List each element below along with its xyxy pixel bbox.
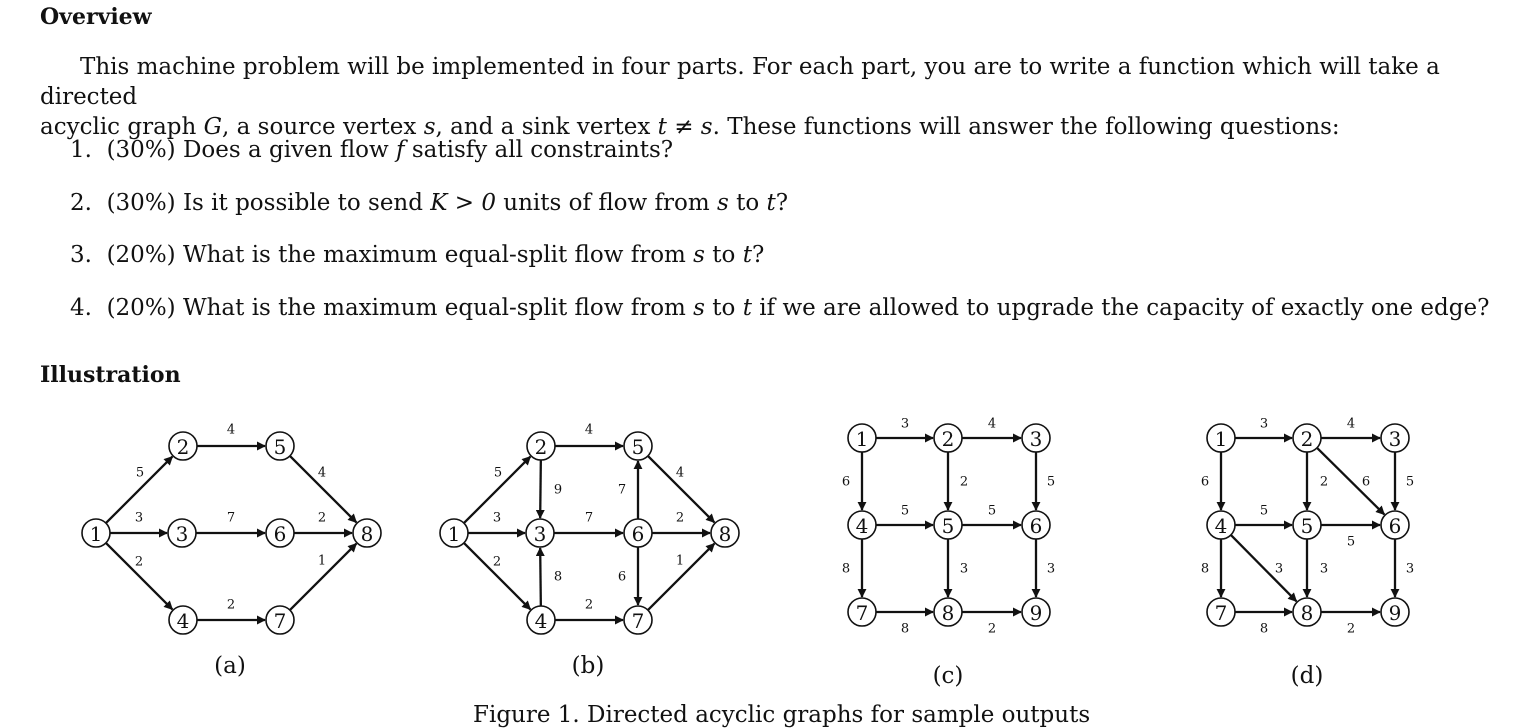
vertex-8: [711, 519, 739, 547]
edge-weight-label: 5: [1046, 474, 1056, 490]
question-item: 3. (20%) What is the maximum equal-split flow from s to t?: [70, 242, 765, 269]
edge-weight-label: 4: [226, 422, 236, 438]
vertex-9: [1381, 598, 1409, 626]
graph-a: [82, 423, 381, 680]
vertex-5: [266, 432, 294, 460]
edge-weight-label: 2: [134, 554, 144, 570]
vertex-label: 3: [533, 522, 547, 546]
vertex-label: 5: [941, 514, 955, 538]
vertex-label: 3: [175, 522, 189, 546]
edge-weight-label: 3: [1319, 561, 1329, 577]
vertex-5: [934, 511, 962, 539]
vertex-2: [934, 424, 962, 452]
subfigure-label: (d): [1290, 663, 1324, 689]
vertex-label: 7: [631, 609, 645, 633]
vertex-4: [1207, 511, 1235, 539]
edge-2-3: [540, 460, 541, 518]
vertex-7: [624, 606, 652, 634]
edge-weight-label: 1: [675, 553, 685, 569]
vertex-6: [266, 519, 294, 547]
edge-weight-label: 3: [1274, 561, 1284, 577]
edge-weight-label: 5: [135, 465, 145, 481]
edge-weight-label: 3: [1046, 561, 1056, 577]
edge-weight-label: 5: [1259, 503, 1269, 519]
edge-weight-label: 5: [493, 465, 503, 481]
vertex-label: 5: [273, 435, 287, 459]
vertex-8: [1293, 598, 1321, 626]
edge-weight-label: 8: [1200, 561, 1210, 577]
edge-weight-label: 4: [987, 416, 997, 432]
sink-condition: t ≠ s: [657, 114, 713, 140]
vertex-label: 1: [855, 427, 869, 451]
vertex-2: [1293, 424, 1321, 452]
vertex-label: 8: [360, 522, 374, 546]
vertex-1: [82, 519, 110, 547]
vertex-7: [266, 606, 294, 634]
vertex-label: 8: [1300, 601, 1314, 625]
edge-weight-label: 6: [1361, 474, 1371, 490]
vertex-3: [1022, 424, 1050, 452]
edge-weight-label: 3: [1259, 416, 1269, 432]
edge-weight-label: 4: [584, 422, 594, 438]
figure-caption: Figure 1. Directed acyclic graphs for sample outputs: [473, 702, 1091, 728]
source-symbol: s: [423, 114, 436, 140]
edge-weight-label: 5: [1405, 474, 1415, 490]
vertex-label: 6: [1388, 514, 1402, 538]
edge-weight-label: 8: [1259, 621, 1269, 637]
edge-4-3: [540, 548, 541, 606]
vertex-label: 9: [1029, 601, 1043, 625]
edge-weight-label: 2: [959, 474, 969, 490]
vertex-6: [624, 519, 652, 547]
graph-c: [842, 417, 1055, 690]
edge-weight-label: 6: [841, 474, 851, 490]
edge-4-8: [1231, 535, 1297, 601]
paragraph-line2-b: , a source vertex: [222, 114, 424, 140]
edge-weight-label: 5: [900, 503, 910, 519]
edge-weight-label: 2: [584, 597, 594, 613]
vertex-label: 1: [89, 522, 103, 546]
vertex-2: [527, 432, 555, 460]
edge-weight-label: 2: [675, 510, 685, 526]
vertex-3: [526, 519, 554, 547]
subfigure-label: (c): [932, 663, 964, 689]
edge-weight-label: 7: [584, 510, 594, 526]
edge-weight-label: 7: [617, 482, 627, 498]
vertex-label: 4: [1214, 514, 1228, 538]
vertex-label: 2: [534, 435, 548, 459]
edge-weight-label: 2: [226, 597, 236, 613]
vertex-label: 2: [941, 427, 955, 451]
vertex-label: 3: [1388, 427, 1402, 451]
edge-weight-label: 8: [841, 561, 851, 577]
vertex-label: 4: [176, 609, 190, 633]
edge-weight-label: 6: [1200, 474, 1210, 490]
edge-weight-label: 4: [1346, 416, 1356, 432]
vertex-label: 3: [1029, 427, 1043, 451]
vertex-6: [1381, 511, 1409, 539]
edge-1-4: [464, 543, 530, 609]
edge-weight-label: 6: [617, 569, 627, 585]
edge-weight-label: 2: [1346, 621, 1356, 637]
vertex-3: [168, 519, 196, 547]
edge-weight-label: 3: [900, 416, 910, 432]
vertex-1: [1207, 424, 1235, 452]
paragraph-line2-c: , and a sink vertex: [435, 114, 658, 140]
vertex-label: 7: [273, 609, 287, 633]
vertex-label: 5: [1300, 514, 1314, 538]
illustration-heading: Illustration: [40, 362, 181, 388]
question-item: 2. (30%) Is it possible to send K > 0 units of flow from s to t?: [70, 189, 789, 216]
edge-1-4: [106, 543, 172, 609]
paragraph-line2-a: acyclic graph: [40, 114, 204, 140]
vertex-label: 7: [855, 601, 869, 625]
edge-weight-label: 3: [959, 561, 969, 577]
edge-weight-label: 3: [1405, 561, 1415, 577]
graph-d: [1201, 417, 1414, 690]
paragraph-line1: This machine problem will be implemented in four parts. For each part, you are to write a function which will take a directed: [40, 54, 1440, 110]
vertex-label: 7: [1214, 601, 1228, 625]
edge-weight-label: 9: [553, 482, 563, 498]
vertex-9: [1022, 598, 1050, 626]
vertex-label: 2: [1300, 427, 1314, 451]
edge-weight-label: 8: [900, 621, 910, 637]
vertex-label: 1: [1214, 427, 1228, 451]
vertex-4: [169, 606, 197, 634]
edge-weight-label: 8: [553, 569, 563, 585]
vertex-label: 8: [718, 522, 732, 546]
edge-weight-label: 3: [134, 510, 144, 526]
edge-weight-label: 2: [1319, 474, 1329, 490]
vertex-1: [848, 424, 876, 452]
question-item: 1. (30%) Does a given flow f satisfy all constraints?: [70, 137, 674, 163]
vertex-4: [848, 511, 876, 539]
graph-symbol: G: [203, 114, 223, 140]
subfigure-label: (a): [214, 653, 246, 679]
paragraph-line2-d: . These functions will answer the following questions:: [712, 114, 1340, 140]
vertex-label: 4: [855, 514, 869, 538]
vertex-2: [169, 432, 197, 460]
vertex-7: [1207, 598, 1235, 626]
vertex-label: 6: [631, 522, 645, 546]
question-item: 4. (20%) What is the maximum equal-split flow from s to t if we are allowed to upgrade the capacity of exactly one edge?: [70, 295, 1490, 322]
edge-weight-label: 3: [492, 510, 502, 526]
graph-b: [440, 423, 739, 680]
vertex-3: [1381, 424, 1409, 452]
edge-weight-label: 2: [492, 554, 502, 570]
vertex-label: 5: [631, 435, 645, 459]
vertex-5: [624, 432, 652, 460]
edge-weight-label: 7: [226, 510, 236, 526]
vertex-label: 6: [273, 522, 287, 546]
overview-heading: Overview: [40, 4, 152, 30]
vertex-label: 9: [1388, 601, 1402, 625]
vertex-label: 2: [176, 435, 190, 459]
edge-weight-label: 2: [317, 510, 327, 526]
edge-weight-label: 4: [317, 465, 327, 481]
vertex-8: [934, 598, 962, 626]
edge-weight-label: 4: [675, 465, 685, 481]
edge-weight-label: 2: [987, 621, 997, 637]
edge-weight-label: 5: [1346, 534, 1356, 550]
vertex-8: [353, 519, 381, 547]
vertex-label: 6: [1029, 514, 1043, 538]
vertex-5: [1293, 511, 1321, 539]
vertex-label: 8: [941, 601, 955, 625]
edge-weight-label: 1: [317, 553, 327, 569]
vertex-label: 4: [534, 609, 548, 633]
vertex-1: [440, 519, 468, 547]
vertex-7: [848, 598, 876, 626]
subfigure-label: (b): [571, 653, 605, 679]
edge-weight-label: 5: [987, 503, 997, 519]
vertex-label: 1: [447, 522, 461, 546]
vertex-4: [527, 606, 555, 634]
vertex-6: [1022, 511, 1050, 539]
